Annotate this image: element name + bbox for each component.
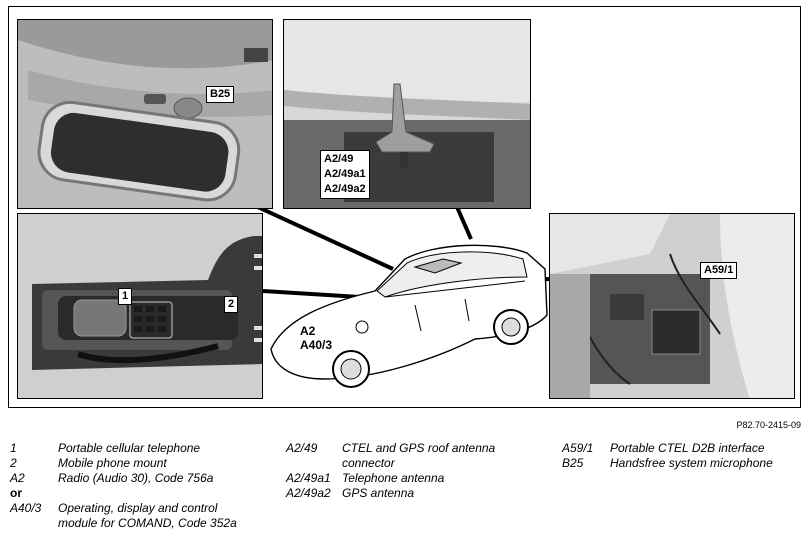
legend-desc: Telephone antenna [342, 471, 445, 485]
callout-1: 1 [118, 288, 132, 305]
mirror-illustration [18, 20, 273, 209]
panel-phone-mount [17, 213, 263, 399]
legend-row [286, 486, 495, 501]
legend-desc: Mobile phone mount [58, 456, 167, 470]
label-a40-3: A40/3 [300, 338, 333, 352]
legend-desc: CTEL and GPS roof antenna [342, 441, 496, 455]
legend-code: A59/1 [562, 441, 594, 455]
legend-column-1 [10, 441, 237, 531]
interface-illustration [550, 214, 795, 399]
label-a2: A2 [300, 324, 316, 338]
legend-desc: Portable cellular telephone [58, 441, 201, 455]
panel-roof-antenna [283, 19, 531, 209]
legend-row [286, 456, 495, 471]
legend-row [10, 471, 237, 486]
legend-code: A2 [10, 471, 25, 485]
legend-code [286, 456, 342, 471]
label-a2-49: A2/49 [324, 153, 354, 165]
legend-desc: module for COMAND, Code 352a [58, 516, 237, 530]
legend-row [10, 456, 237, 471]
label-a2-49a1: A2/49a1 [324, 168, 366, 180]
label-a2-49a2: A2/49a2 [324, 183, 366, 195]
legend-code [10, 516, 58, 531]
legend-or: or [10, 486, 22, 500]
callout-a2-49 [320, 150, 370, 199]
legend-desc: Handsfree system microphone [610, 456, 773, 470]
reference-code: P82.70-2415-09 [736, 420, 801, 430]
legend-row [10, 516, 237, 531]
legend-desc: Operating, display and control [58, 501, 218, 515]
legend-desc: Radio (Audio 30), Code 756a [58, 471, 214, 485]
panel-mirror-microphone [17, 19, 273, 209]
legend-row [562, 456, 773, 471]
legend-code: A2/49a1 [286, 471, 331, 485]
legend-row [286, 441, 495, 456]
legend-desc: connector [342, 456, 395, 470]
legend-desc: Portable CTEL D2B interface [610, 441, 765, 455]
legend-column-3 [562, 441, 773, 471]
callout-2: 2 [224, 296, 238, 313]
legend-column-2 [286, 441, 495, 501]
legend-row [10, 501, 237, 516]
legend-code: A2/49a2 [286, 486, 331, 500]
callout-b25: B25 [206, 86, 234, 103]
callout-a2-a40-3 [297, 323, 335, 353]
diagram-figure [8, 6, 801, 408]
legend-code: B25 [562, 456, 584, 470]
legend-code: A2/49 [286, 441, 318, 455]
legend-code: 1 [10, 441, 17, 455]
panel-d2b-interface [549, 213, 795, 399]
legend-row [10, 486, 237, 501]
legend-row [562, 441, 773, 456]
callout-a59-1: A59/1 [700, 262, 737, 279]
legend-desc: GPS antenna [342, 486, 415, 500]
legend-code: A40/3 [10, 501, 42, 515]
car-illustration [265, 219, 549, 399]
legend-row [286, 471, 495, 486]
legend-row [10, 441, 237, 456]
legend-code: 2 [10, 456, 17, 470]
